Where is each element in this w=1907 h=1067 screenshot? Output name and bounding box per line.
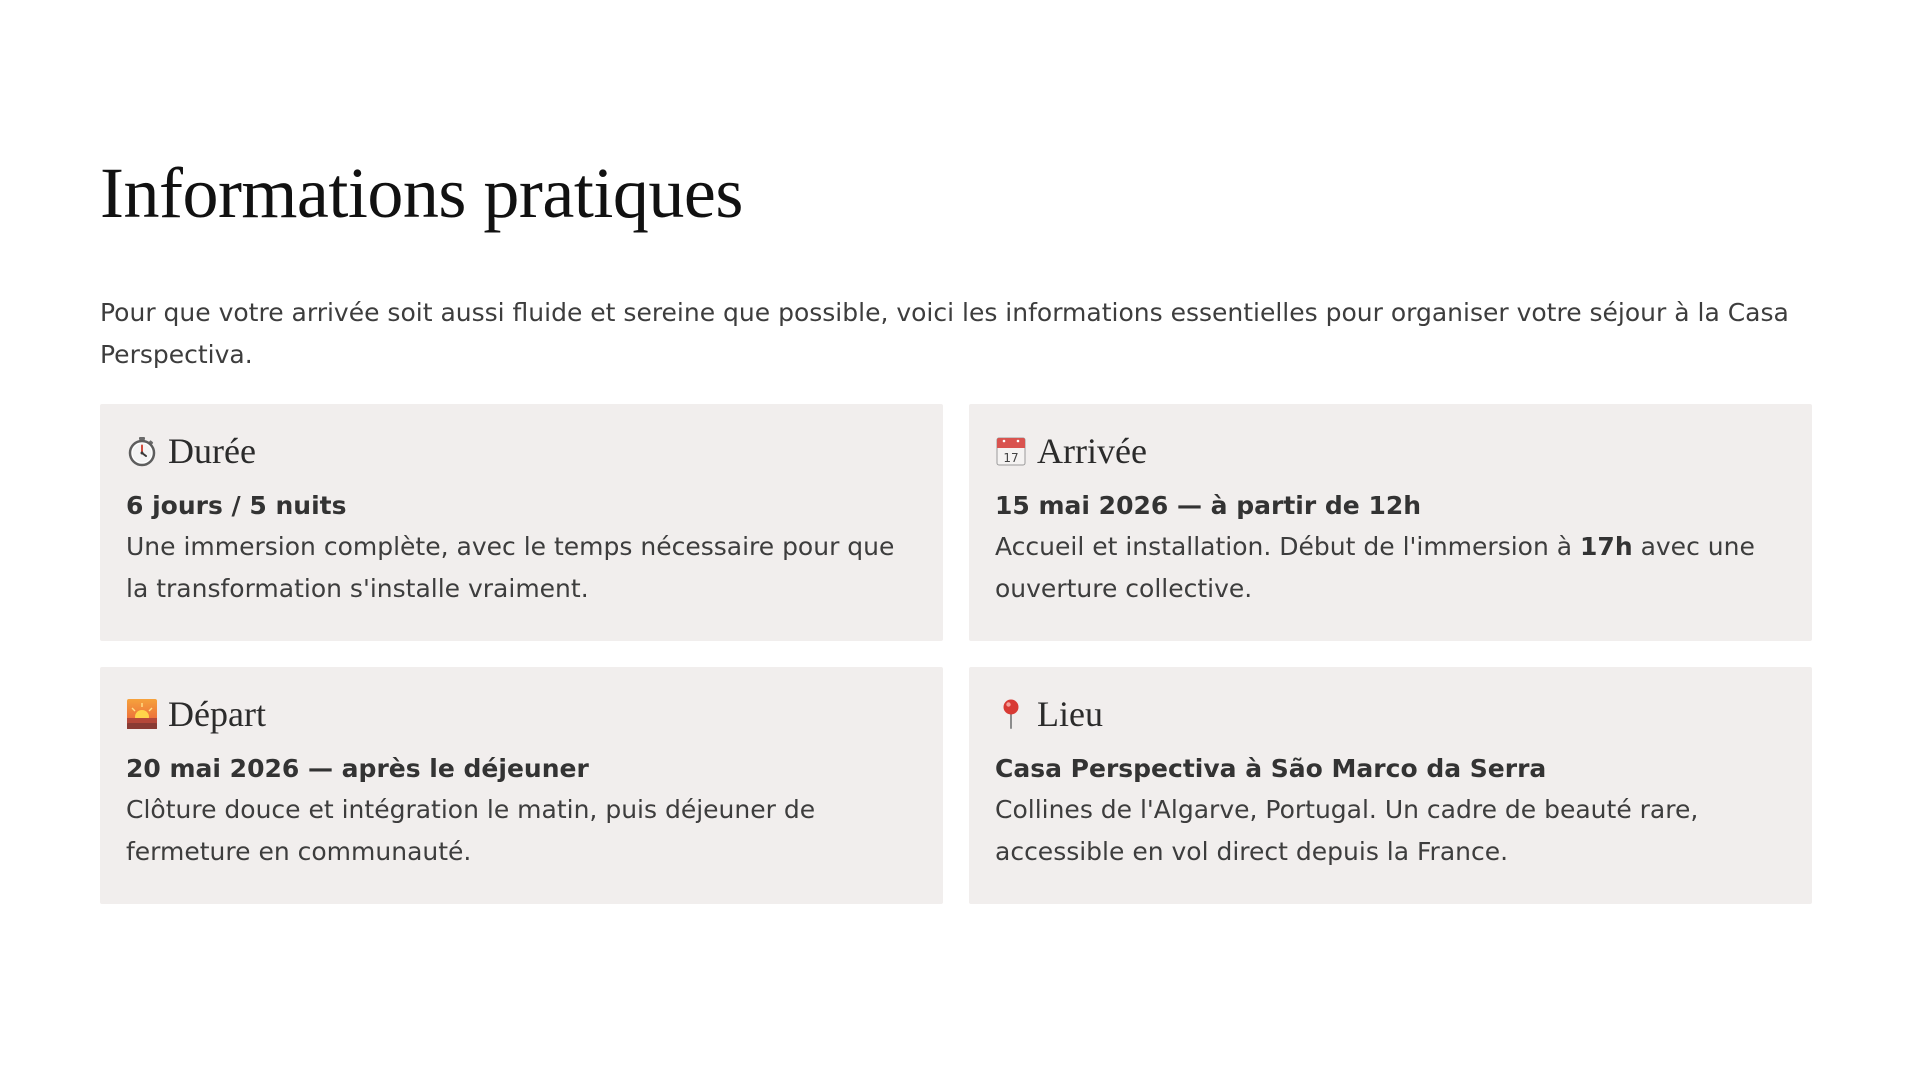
card-arrival-body-end: avec une ouverture collective.	[995, 532, 1755, 604]
card-location-title: Lieu	[1037, 694, 1103, 735]
card-arrival-lead: 15 mai 2026 — à partir de 12h	[995, 491, 1422, 521]
card-arrival-body-time: 17h	[1580, 532, 1633, 562]
card-location	[969, 667, 1812, 904]
card-departure-body: Clôture douce et intégration le matin, puis déjeuner de fermeture en communauté.	[126, 795, 816, 867]
card-duration	[100, 404, 943, 641]
card-arrival-header	[995, 428, 1786, 474]
card-arrival	[969, 404, 1812, 641]
card-departure-title: Départ	[168, 694, 266, 735]
calendar-icon	[995, 435, 1027, 467]
card-arrival-body	[995, 526, 1786, 610]
card-departure-lead: 20 mai 2026 — après le déjeuner	[126, 754, 589, 784]
card-arrival-body-start: Accueil et installation. Début de l'immersion à	[995, 532, 1581, 562]
card-departure	[100, 667, 943, 904]
intro-paragraph: Pour que votre arrivée soit aussi fluide et sereine que possible, voici les informations essentielles pour organiser votre séjour à la Casa Perspectiva.	[100, 298, 1789, 370]
card-departure-header	[126, 691, 917, 737]
card-duration-header	[126, 428, 917, 474]
pin-icon	[995, 698, 1027, 730]
page-title: Informations pratiques	[100, 153, 743, 233]
card-location-header	[995, 691, 1786, 737]
card-duration-title: Durée	[168, 431, 256, 472]
practical-info-section	[100, 150, 1812, 904]
card-arrival-title: Arrivée	[1037, 431, 1147, 472]
card-location-lead: Casa Perspectiva à São Marco da Serra	[995, 754, 1547, 784]
card-location-body: Collines de l'Algarve, Portugal. Un cadre de beauté rare, accessible en vol direct depuis la France.	[995, 795, 1699, 867]
info-cards-grid	[100, 404, 1812, 904]
calendar-icon-day: 17	[1003, 451, 1019, 466]
card-duration-body: Une immersion complète, avec le temps nécessaire pour que la transformation s'installe vraiment.	[126, 532, 895, 604]
sunset-icon	[126, 698, 158, 730]
card-duration-lead: 6 jours / 5 nuits	[126, 491, 347, 521]
stopwatch-icon	[126, 435, 158, 467]
